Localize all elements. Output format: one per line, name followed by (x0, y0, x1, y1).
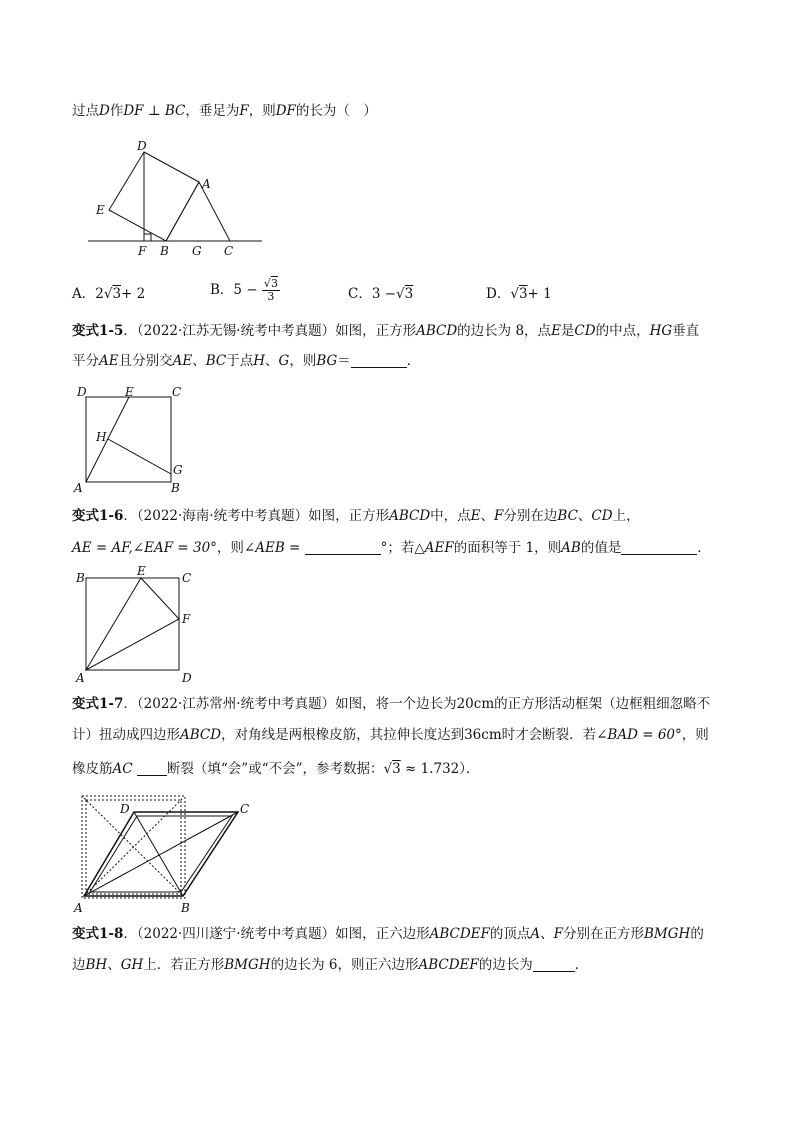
q15-t2: 是 (560, 323, 575, 339)
q0-perp: ⊥ (143, 103, 165, 119)
fig3-label-c: C (182, 571, 192, 585)
q15-hg: HG (649, 323, 673, 339)
q18-sep: 、 (540, 926, 554, 942)
option-a-post: + 2 (121, 286, 146, 302)
fig4-label-d: D (120, 802, 130, 816)
q16-t2: 分别在边 (503, 508, 558, 524)
fig4-label-b: B (181, 901, 190, 915)
q16-bc: BC (557, 508, 578, 524)
q16-sep: 、 (480, 508, 495, 524)
q18-end: ． (574, 957, 589, 973)
q16-l2a: AE = AF,∠EAF = 30° (72, 540, 217, 556)
q16-abcd: ABCD (389, 508, 431, 524)
option-d-post: + 1 (527, 286, 552, 302)
q16-t3: 上， (612, 508, 640, 524)
q18-gh: GH (120, 957, 144, 973)
q15-g: G (278, 353, 290, 369)
q17-l2d: ，则 (681, 727, 709, 743)
q16-end: ． (697, 540, 711, 556)
fig2-label-d: D (77, 385, 87, 399)
option-c-radicand: 3 (404, 286, 414, 302)
q17-l2a: 计）扭动成四边形 (72, 727, 180, 743)
fig1-label-d: D (137, 139, 147, 153)
q0-df1: DF (123, 103, 144, 119)
q16-f: F (494, 508, 504, 524)
q18-t2: 分别在正方形 (563, 926, 645, 942)
fig3-label-d: D (182, 671, 192, 685)
q16-aef: △AEF (414, 540, 454, 556)
q17-bad: ∠BAD = 60° (596, 727, 682, 743)
fig4-diagonal-ac (84, 812, 238, 896)
q17-l2b: ，对角线是两根橡皮筋，其拉伸长度达到 (221, 727, 465, 743)
fig1-label-c: C (224, 244, 234, 258)
option-d-label: D． (486, 286, 511, 302)
q15-l2e: ＝ (337, 353, 351, 369)
fig2-label-h: H (96, 430, 107, 444)
q15-t3: 的中点， (595, 323, 650, 339)
q16-e: E (470, 508, 481, 524)
q16-ab: AB (561, 540, 581, 556)
q0-bc: BC (164, 103, 186, 119)
q18-bmgh2: BMGH (224, 957, 271, 973)
sqrt-sign: √ (510, 286, 519, 302)
q18-line2 (72, 955, 588, 975)
q17-abcd: ABCD (180, 727, 222, 743)
q0-d: D (99, 103, 110, 119)
q17-ac: AC (112, 761, 133, 777)
q15-src: ．（2022·江苏无锡·统考中考真题）如图，正方形 (123, 323, 417, 339)
q17-l2c: 时才会断裂．若 (501, 727, 597, 743)
q16-tag: 变式1-6 (72, 508, 124, 524)
q18-abcdef: ABCDEF (429, 926, 490, 942)
option-a-pre: 2 (95, 286, 104, 302)
fig4-label-c: C (240, 802, 250, 816)
option-c-pre: 3 − (371, 286, 397, 302)
q15-l2d: ，则 (289, 353, 317, 369)
sqrt-sign: √ (263, 277, 271, 290)
q17-l3b: 断裂（填“会”或“不会”，参考数据： (166, 761, 384, 777)
option-b-num-radicand: 3 (270, 277, 278, 290)
q17-l3a: 橡皮筋 (72, 761, 113, 777)
q15-cd: CD (574, 323, 596, 339)
fig1-label-f: F (138, 244, 147, 258)
q15-end: ． (406, 353, 421, 369)
q18-l2c: 的边长为 6，则正六边形 (270, 957, 419, 973)
q15-ae2: AE (172, 353, 193, 369)
option-a-label: A． (72, 286, 96, 302)
fig2-label-a: A (74, 481, 83, 495)
q17-tag: 变式1-7 (72, 696, 124, 712)
q16-eq: = (284, 540, 305, 556)
fig1-label-a: A (202, 177, 211, 191)
q15-bc: BC (205, 353, 227, 369)
fig1-label-e: E (96, 203, 105, 217)
fig1-label-b: B (160, 244, 169, 258)
q18-src: ．（2022·四川遂宁·统考中考真题）如图，正六边形 (123, 926, 430, 942)
q17-t1: 的正方形活动框架（边框粗细忽略不 (494, 696, 711, 712)
q17-l3c: ）． (459, 761, 480, 777)
q15-abcd: ABCD (416, 323, 458, 339)
q18-a: A (530, 926, 541, 942)
q0-t3: ，垂足为 (185, 103, 240, 119)
fig2-label-b: B (171, 481, 180, 495)
q17-cm20: 20cm (456, 696, 495, 712)
q18-line1 (72, 924, 704, 944)
option-b-label: B． (210, 282, 234, 298)
q15-sep: 、 (192, 353, 206, 369)
q18-l2a: 边 (72, 957, 86, 973)
fig3-label-b: B (76, 571, 85, 585)
q18-abcdef2: ABCDEF (418, 957, 479, 973)
q15-tag: 变式1-5 (72, 323, 124, 339)
q17-src: ．（2022·江苏常州·统考中考真题）如图，将一个边长为 (123, 696, 457, 712)
q0-t2: 作 (109, 103, 124, 119)
q18-f: F (553, 926, 564, 942)
fig2-label-g: G (173, 463, 183, 477)
q17-cm36: 36cm (464, 727, 502, 743)
q15-h: H (253, 353, 266, 369)
q16-l2c: °；若 (380, 540, 415, 556)
q0-t1: 过点 (72, 103, 99, 119)
q16-src: ．（2022·海南·统考中考真题）如图，正方形 (123, 508, 390, 524)
fig3-label-e: E (137, 564, 146, 578)
q0-t5: 的长为（ ） (295, 103, 377, 119)
option-c-label: C． (348, 286, 372, 302)
q16-t1: 中，点 (430, 508, 471, 524)
q18-t1: 的顶点 (489, 926, 531, 942)
q18-tag: 变式1-8 (72, 926, 124, 942)
q18-bmgh: BMGH (644, 926, 691, 942)
option-a-radicand: 3 (112, 286, 122, 302)
q16-aeb: ∠AEB (243, 540, 285, 556)
sqrt-sign: √ (103, 286, 113, 302)
option-b-den: 3 (267, 290, 275, 303)
q18-l2b: 上．若正方形 (143, 957, 225, 973)
sqrt-sign: √ (396, 286, 405, 302)
q0-f: F (239, 103, 249, 119)
q16-cd: CD (591, 508, 613, 524)
q15-e: E (551, 323, 561, 339)
q16-sep2: 、 (577, 508, 592, 524)
fig3-label-f: F (182, 612, 191, 626)
fig2-label-c: C (172, 385, 182, 399)
fig3-label-a: A (76, 671, 85, 685)
q17-radicand: 3 (392, 761, 401, 777)
q18-l2d: 的边长为 (478, 957, 533, 973)
q18-sep2: 、 (107, 957, 121, 973)
option-b-pre: 5 − (233, 282, 258, 298)
q0-t4: ，则 (248, 103, 276, 119)
q15-ae1: AE (99, 353, 119, 369)
q15-bg: BG (316, 353, 338, 369)
q15-t4: 垂直 (672, 323, 700, 339)
fig2-label-e: E (125, 385, 134, 399)
fig4-diagonal-bd (134, 812, 183, 896)
fig4-label-a: A (74, 901, 83, 915)
q16-l2d: 的面积等于 1，则 (453, 540, 562, 556)
q16-l2e: 的值是 (580, 540, 622, 556)
q15-l2c: 于点 (226, 353, 254, 369)
q15-t1: 的边长为 8，点 (457, 323, 552, 339)
q17-approx: ≈ 1.732 (400, 761, 460, 777)
q18-bh: BH (85, 957, 108, 973)
q15-l2b: 且分别交 (118, 353, 173, 369)
q18-t3: 的 (690, 926, 704, 942)
option-d-radicand: 3 (518, 286, 528, 302)
fig1-label-g: G (192, 244, 202, 258)
q15-l2a: 平分 (72, 353, 99, 369)
q15-sep2: 、 (265, 353, 279, 369)
q18-answer-blank[interactable] (533, 957, 575, 972)
q0-df2: DF (275, 103, 296, 119)
q16-l2b: ，则 (216, 540, 244, 556)
sqrt-sign: √ (383, 761, 393, 777)
